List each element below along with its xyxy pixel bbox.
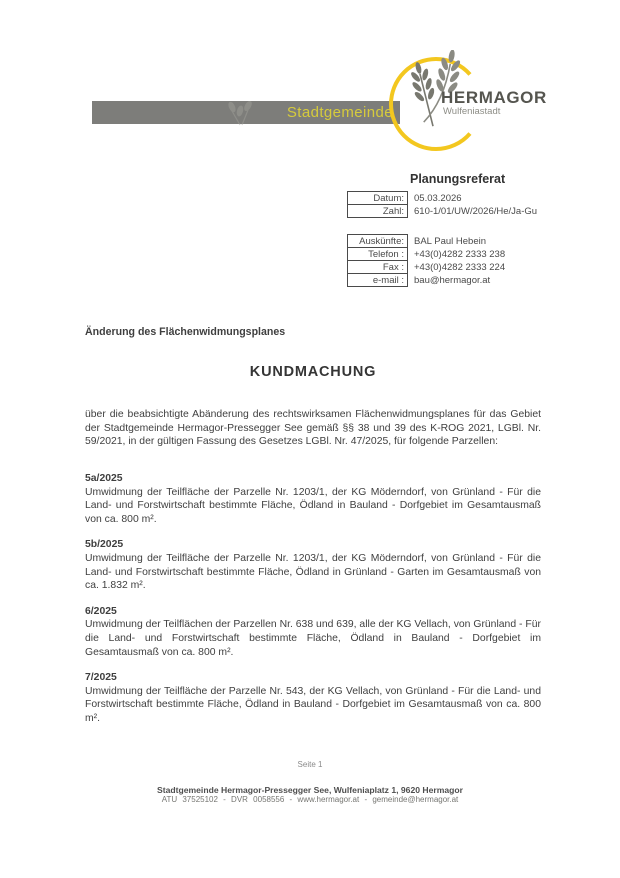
datum-value: 05.03.2026	[414, 192, 462, 204]
parcel-item-text: Umwidmung der Teilflächen der Parzellen Nr. 638 und 639, alle der KG Vellach, von Grünland - Für die Land- und Forstwirtschaft bestimmte Fläche, Ödland in Bauland - Dorfgebiet im Gesamtausmaß von ca. 800 m².	[85, 619, 541, 658]
municipality-logo	[388, 50, 558, 158]
footer-registry: ATU 37525102 - DVR 0058556 - www.hermagor.at - gemeinde@hermagor.at	[161, 795, 459, 804]
page-number: Seite 1	[297, 760, 323, 769]
table-row	[348, 248, 578, 261]
footer-address: Stadtgemeinde Hermagor-Pressegger See, Wulfeniaplatz 1, 9620 Hermagor	[157, 785, 463, 795]
email-value: bau@hermagor.at	[414, 274, 491, 286]
telefon-value: +43(0)4282 2333 238	[414, 248, 506, 260]
datum-label: Datum:	[348, 192, 408, 205]
logo-name: HERMAGOR	[441, 88, 547, 107]
parcel-item	[85, 671, 541, 725]
parcel-item-number: 5a/2025	[85, 472, 123, 484]
auskuenfte-value: BAL Paul Hebein	[414, 235, 487, 247]
document-subject: Änderung des Flächenwidmungsplanes	[85, 326, 286, 338]
auskuenfte-label: Auskünfte:	[348, 235, 408, 248]
table-row	[348, 261, 578, 274]
table-row	[348, 205, 578, 218]
referat-title: Planungsreferat	[410, 172, 506, 186]
parcel-item-number: 5b/2025	[85, 539, 124, 551]
document-body	[85, 326, 541, 737]
parcel-item-text: Umwidmung der Teilfläche der Parzelle Nr. 543, der KG Vellach, von Grünland - Für die Land- und Forstwirtschaft bestimmte Fläche, Ödland in Bauland - Dorfgebiet im Gesamtausmaß von ca. 800 m².	[85, 685, 541, 724]
fax-value: +43(0)4282 2333 224	[414, 261, 506, 273]
contact-table	[347, 234, 578, 287]
table-row	[348, 235, 578, 248]
band-label: Stadtgemeinde	[286, 104, 393, 121]
logo-subtitle: Wulfeniastadt	[443, 106, 501, 117]
parcel-item	[85, 538, 541, 592]
zahl-value: 610-1/01/UW/2026/He/Ja-Gu	[414, 205, 538, 217]
parcel-item-text: Umwidmung der Teilfläche der Parzelle Nr. 1203/1, der KG Möderndorf, von Grünland - Für die Land- und Forstwirtschaft bestimmte Fläche, Ödland in Grünland - Garten im Gesamtausmaß von ca. 1.832 m².	[85, 552, 541, 592]
parcel-item-text: Umwidmung der Teilfläche der Parzelle Nr. 1203/1, der KG Möderndorf, von Grünland - Für die Land- und Forstwirtschaft bestimmte Fläche, Ödland in Bauland - Dorfgebiet im Gesamtausmaß von ca. 800 m².	[85, 486, 541, 525]
document-title: KUNDMACHUNG	[249, 363, 377, 380]
email-label: e-mail :	[348, 274, 408, 287]
header-band	[92, 101, 400, 124]
fax-label: Fax :	[348, 261, 408, 274]
parcel-item-number: 7/2025	[85, 672, 117, 684]
parcel-item	[85, 605, 541, 659]
table-row	[348, 192, 578, 205]
wheat-watermark-icon	[210, 99, 270, 127]
parcel-item	[85, 472, 541, 526]
telefon-label: Telefon :	[348, 248, 408, 261]
parcel-item-number: 6/2025	[85, 605, 117, 617]
table-row	[348, 274, 578, 287]
zahl-label: Zahl:	[348, 205, 408, 218]
intro-paragraph: über die beabsichtigte Abänderung des rechtswirksamen Flächenwidmungsplanes für das Gebiet der Stadtgemeinde Hermagor-Pressegger See gemäß §§ 38 und 39 des K-ROG 2021, LGBl. Nr. 59/2021, in der gültigen Fassung des Gesetzes LGBl. Nr. 47/2025, für folgende Parzellen:	[85, 409, 541, 448]
date-reference-table	[347, 191, 578, 218]
